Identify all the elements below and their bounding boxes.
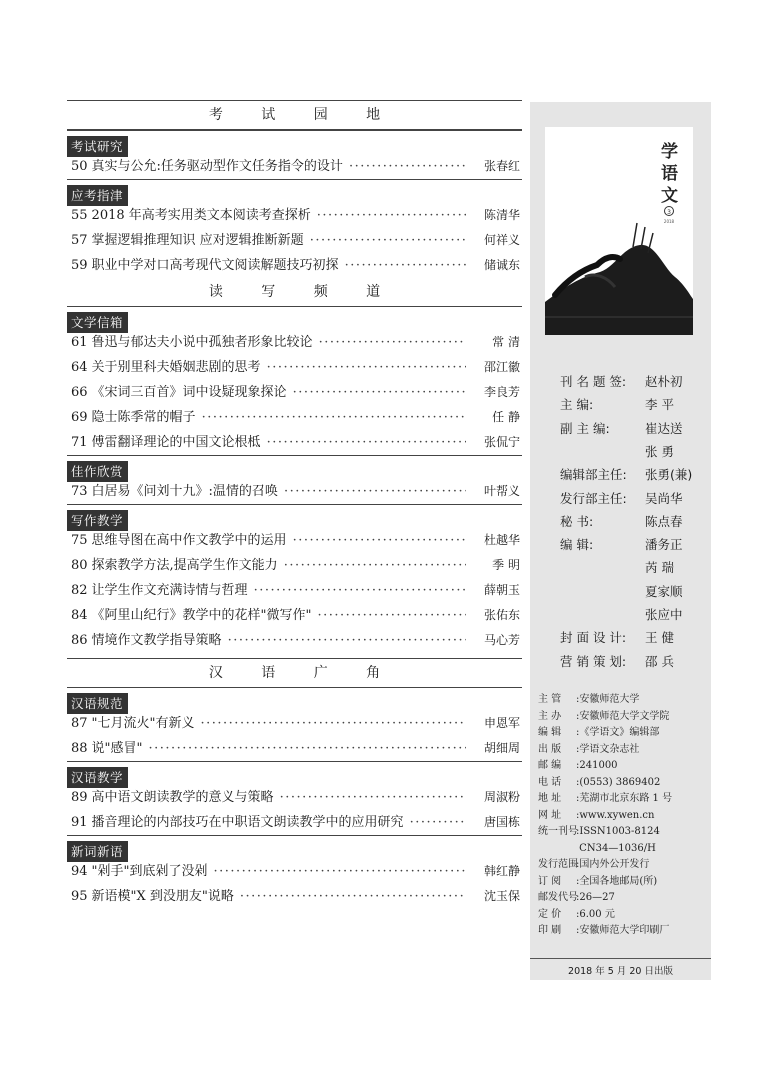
page-number: 75 xyxy=(71,533,88,548)
toc-entry[interactable] xyxy=(67,528,522,553)
article-author: 唐国栋 xyxy=(483,815,520,829)
pub-key: 统一刊号 xyxy=(538,826,578,837)
staff-name: 崔达送 xyxy=(645,420,683,436)
staff-role: 编辑部主任: xyxy=(560,467,627,483)
category-label: 佳作欣赏 xyxy=(67,461,128,482)
article-author: 叶帮义 xyxy=(483,484,520,498)
staff-role: 编 辑: xyxy=(560,537,594,553)
pub-value: :6.00 元 xyxy=(576,908,615,920)
section-heading: 考 试 园 地 xyxy=(67,100,522,130)
pub-key: 邮发代号 xyxy=(538,892,578,903)
dot-leader xyxy=(349,154,466,179)
pub-key: 定 价 xyxy=(538,908,562,920)
publication-row xyxy=(538,709,672,726)
article-title: 职业中学对口高考现代文阅读解题技巧初探 xyxy=(91,258,339,273)
article-author: 张春红 xyxy=(483,159,520,173)
article-author: 何祥义 xyxy=(483,233,520,247)
toc-entry[interactable] xyxy=(67,380,522,405)
article-title: 高中语文朗读教学的意义与策略 xyxy=(91,790,274,805)
publication-row xyxy=(538,808,672,825)
page-number: 50 xyxy=(71,159,88,174)
toc-entry[interactable] xyxy=(67,603,522,628)
dot-leader xyxy=(319,330,466,355)
pub-value: :芜湖市北京东路 1 号 xyxy=(576,793,673,804)
article-title: 关于别里科夫婚姻悲剧的思考 xyxy=(91,360,261,375)
section-heading: 汉 语 广 角 xyxy=(67,658,522,687)
staff-role: 营 销 策 划: xyxy=(560,653,627,669)
publication-row xyxy=(538,874,672,891)
pub-value: :学语文杂志社 xyxy=(576,743,640,755)
publication-row xyxy=(538,742,672,759)
article-author: 李良芳 xyxy=(483,385,520,399)
page-number: 64 xyxy=(71,360,88,375)
cover-ink-painting xyxy=(545,127,693,335)
staff-role: 秘 书: xyxy=(560,513,594,529)
pub-value: :www.xywen.cn xyxy=(576,809,655,821)
article-author: 韩红静 xyxy=(483,864,520,878)
category-label: 汉语规范 xyxy=(67,693,128,714)
dot-leader xyxy=(293,528,466,553)
pub-value: :《学语文》编辑部 xyxy=(576,727,660,738)
staff-role: 发行部主任: xyxy=(560,490,627,506)
article-author: 沈玉保 xyxy=(483,889,520,903)
publication-row xyxy=(538,791,672,808)
dot-leader xyxy=(284,479,466,504)
pub-key: 邮 编 xyxy=(538,760,562,771)
page-number: 57 xyxy=(71,233,88,248)
toc-entry[interactable] xyxy=(67,330,522,355)
dot-leader xyxy=(284,553,466,578)
article-title: 思维导图在高中作文教学中的运用 xyxy=(91,533,287,548)
pub-key: 出 版 xyxy=(538,743,562,755)
publication-row xyxy=(538,758,672,775)
dot-leader xyxy=(214,859,466,884)
dot-leader xyxy=(317,203,466,228)
section-heading: 读 写 频 道 xyxy=(208,284,398,300)
article-title: 真实与公允:任务驱动型作文任务指令的设计 xyxy=(91,159,343,174)
article-author: 常 清 xyxy=(492,335,520,349)
article-author: 周淑粉 xyxy=(483,790,520,804)
cover-logo-3: 文 xyxy=(661,186,678,206)
article-title: "七月流火"有新义 xyxy=(91,716,195,731)
staff-name: 李 平 xyxy=(645,397,674,413)
publication-row xyxy=(538,775,672,792)
toc-entry[interactable] xyxy=(67,578,522,603)
staff-role: 封 面 设 计: xyxy=(560,630,627,646)
publication-row xyxy=(538,907,672,924)
publication-row xyxy=(538,725,672,742)
article-author: 陈清华 xyxy=(483,208,520,222)
article-author: 储诚东 xyxy=(483,258,520,272)
toc-entry[interactable] xyxy=(67,253,522,278)
publication-date: 2018 年 5 月 20 日出版 xyxy=(530,958,711,977)
article-title: 情境作文教学指导策略 xyxy=(91,633,222,648)
article-author: 张佑东 xyxy=(483,608,520,622)
article-title: "剁手"到底剁了没剁 xyxy=(91,864,208,879)
toc-entry[interactable] xyxy=(67,228,522,253)
page-number: 94 xyxy=(71,864,88,879)
page-number: 91 xyxy=(71,815,88,830)
toc-entry[interactable] xyxy=(67,355,522,380)
publication-row xyxy=(538,841,672,858)
dot-leader xyxy=(345,253,466,278)
article-author: 申恩军 xyxy=(483,716,520,730)
article-author: 邵江徽 xyxy=(483,360,520,374)
page-number: 82 xyxy=(71,583,88,598)
category-label: 新词新语 xyxy=(67,841,128,862)
dot-leader xyxy=(280,785,466,810)
article-author: 杜越华 xyxy=(483,533,520,547)
pub-key: 印 刷 xyxy=(538,925,562,936)
toc-entry[interactable] xyxy=(67,405,522,430)
pub-key: 发行范围 xyxy=(538,859,578,870)
page-number: 55 xyxy=(71,208,88,223)
staff-role: 副 主 编: xyxy=(560,420,610,436)
cover-issue-badge: 3 xyxy=(667,209,671,216)
article-title: 白居易《问刘十九》:温情的召唤 xyxy=(91,484,278,499)
staff-name: 芮 瑞 xyxy=(645,560,674,576)
pub-key: 网 址 xyxy=(538,809,562,821)
staff-name: 张应中 xyxy=(645,607,683,622)
table-of-contents xyxy=(67,100,522,909)
pub-key: 主 办 xyxy=(538,710,562,722)
pub-value: :241000 xyxy=(576,760,618,771)
dot-leader xyxy=(267,355,466,380)
dot-leader xyxy=(293,380,466,405)
toc-entry[interactable] xyxy=(67,203,522,228)
page-number: 84 xyxy=(71,608,88,623)
pub-key: 编 辑 xyxy=(538,727,562,738)
publication-row xyxy=(538,692,672,709)
page-number: 95 xyxy=(71,889,88,904)
pub-value: :ISSN1003-8124 xyxy=(576,826,660,837)
article-title: 掌握逻辑推理知识 应对逻辑推断新题 xyxy=(91,233,304,248)
page-number: 66 xyxy=(71,385,88,400)
page-number: 88 xyxy=(71,741,88,756)
dot-leader xyxy=(267,430,466,455)
category-label: 应考指津 xyxy=(67,185,128,206)
pub-value: :26—27 xyxy=(576,892,615,903)
pub-value: :(0553) 3869402 xyxy=(576,776,661,788)
cover-small-text: 2018 xyxy=(663,219,675,224)
page-number: 73 xyxy=(71,484,88,499)
toc-entry[interactable] xyxy=(67,884,522,909)
staff-name: 王 健 xyxy=(645,630,674,646)
article-title: 《阿里山纪行》教学中的花样"微写作" xyxy=(91,608,312,623)
toc-entry[interactable] xyxy=(67,430,522,455)
staff-name: 吴尚华 xyxy=(645,490,683,506)
page-number: 87 xyxy=(71,716,88,731)
article-author: 任 静 xyxy=(492,410,520,424)
article-author: 薛朝玉 xyxy=(483,583,520,597)
dot-leader xyxy=(228,628,466,653)
staff-role: 刊 名 题 签: xyxy=(560,374,627,389)
dot-leader xyxy=(310,228,466,253)
staff-name: 陈点春 xyxy=(645,513,683,529)
cover-image xyxy=(545,127,693,335)
page-number: 80 xyxy=(71,558,88,573)
dot-leader xyxy=(318,603,466,628)
article-author: 马心芳 xyxy=(483,633,520,647)
article-author: 张侃宁 xyxy=(483,435,520,449)
dot-leader xyxy=(149,736,466,761)
toc-entry[interactable] xyxy=(67,810,522,835)
toc-entry[interactable] xyxy=(67,553,522,578)
article-author: 胡细周 xyxy=(483,741,520,755)
pub-value: :安徽师范大学文学院 xyxy=(576,710,670,722)
toc-entry[interactable] xyxy=(67,859,522,884)
article-title: 隐士陈季常的帽子 xyxy=(91,410,196,425)
pub-key: 地 址 xyxy=(538,793,562,804)
article-title: 让学生作文充满诗情与哲理 xyxy=(91,583,248,598)
article-author: 季 明 xyxy=(492,558,520,572)
article-title: 说"感冒" xyxy=(91,741,143,756)
category-label: 文学信箱 xyxy=(67,312,128,333)
toc-entry[interactable] xyxy=(67,479,522,504)
publication-row xyxy=(538,890,672,907)
dot-leader xyxy=(410,810,466,835)
page-number: 86 xyxy=(71,633,88,648)
article-title: 《宋词三百首》词中设疑现象探论 xyxy=(91,385,287,400)
cover-logo-1: 学 xyxy=(661,142,678,162)
page-number: 89 xyxy=(71,790,88,805)
staff-name: 张勇(兼) xyxy=(645,467,693,483)
staff-name: 潘务正 xyxy=(645,537,683,553)
staff-role: 主 编: xyxy=(560,397,594,413)
cover-logo-2: 语 xyxy=(661,164,678,184)
pub-key: 订 阅 xyxy=(538,875,562,887)
article-title: 探索教学方法,提高学生作文能力 xyxy=(91,558,278,573)
article-title: 2018 年高考实用类文本阅读考查探析 xyxy=(91,208,311,223)
publication-row xyxy=(538,857,672,874)
article-title: 鲁迅与郁达夫小说中孤独者形象比较论 xyxy=(91,335,313,350)
pub-value: :安徽师范大学 xyxy=(576,694,640,705)
page-number: 59 xyxy=(71,258,88,273)
staff-name: 赵朴初 xyxy=(645,374,683,389)
toc-entry[interactable] xyxy=(67,785,522,810)
article-title: 傅雷翻译理论的中国文论根柢 xyxy=(91,435,261,450)
article-title: 播音理论的内部技巧在中职语文朗读教学中的应用研究 xyxy=(91,815,404,830)
page-number: 69 xyxy=(71,410,88,425)
pub-value: :安徽师范大学印刷厂 xyxy=(576,925,670,936)
toc-entry[interactable] xyxy=(67,711,522,736)
dot-leader xyxy=(202,405,466,430)
category-label: 汉语教学 xyxy=(67,767,128,788)
toc-entry[interactable] xyxy=(67,628,522,653)
staff-name: 夏家顺 xyxy=(645,583,683,599)
publication-info xyxy=(538,692,672,940)
category-label: 考试研究 xyxy=(67,136,128,157)
dot-leader xyxy=(254,578,466,603)
toc-entry[interactable] xyxy=(67,736,522,761)
pub-value: :国内外公开发行 xyxy=(576,859,650,870)
dot-leader xyxy=(240,884,466,909)
staff-name: 张 勇 xyxy=(645,443,674,459)
staff-name: 邵 兵 xyxy=(645,653,674,669)
toc-entry[interactable] xyxy=(67,154,522,179)
page-number: 61 xyxy=(71,335,88,350)
dot-leader xyxy=(201,711,466,736)
pub-value: CN34—1036/H xyxy=(576,842,656,854)
pub-key: 主 管 xyxy=(538,694,562,705)
publication-row xyxy=(538,824,672,841)
publication-row xyxy=(538,923,672,940)
pub-key: 电 话 xyxy=(538,776,562,788)
category-label: 写作教学 xyxy=(67,510,128,531)
masthead-panel xyxy=(530,102,711,980)
pub-value: :全国各地邮局(所) xyxy=(576,875,658,887)
page-number: 71 xyxy=(71,435,88,450)
article-title: 新语模"X 到没朋友"说略 xyxy=(91,889,234,904)
